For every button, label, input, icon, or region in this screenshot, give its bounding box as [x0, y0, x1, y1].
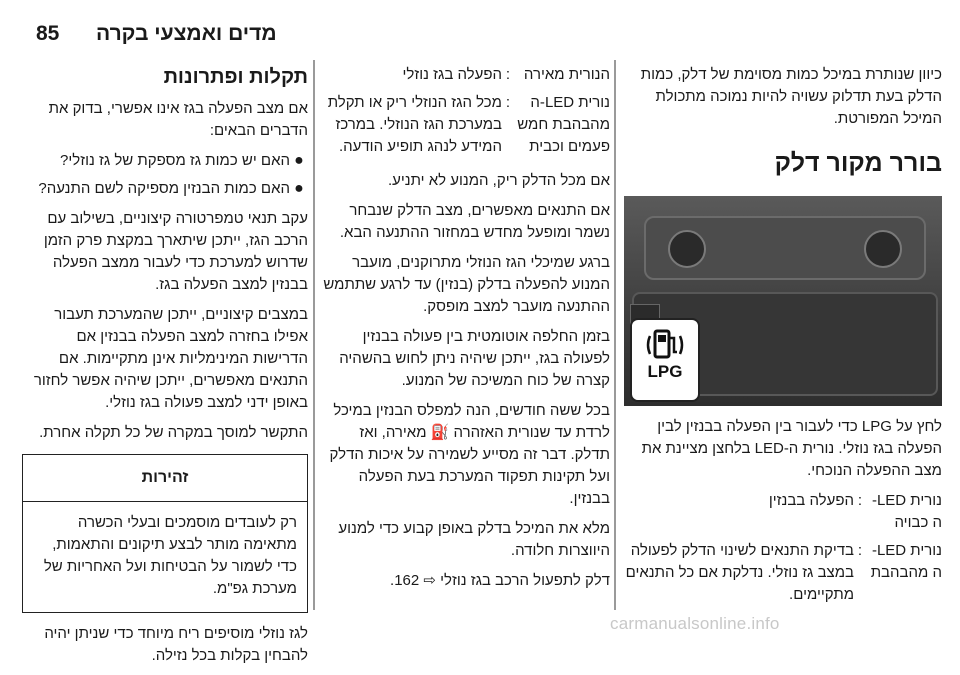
list-item-text: האם כמות הבנזין מספיקה לשם התנעה?: [38, 180, 290, 197]
definition-term: הנורית מאירה: [523, 66, 610, 83]
definition-row: [320, 64, 610, 86]
definition-term: נורית LED-ה כבויה: [871, 492, 942, 531]
paragraph: בזמן החלפה אוטומטית בין פעולה בבנזין לפעולה בגז, ייתכן שיהיה ניתן לחוש בהשהיה קצרה של כוח המשיכה של המנוע.: [339, 328, 610, 389]
definition-term: נורית LED-ה מהבהבת חמש פעמים וכבית: [517, 94, 610, 155]
column-divider-left: [313, 60, 315, 610]
list-item: [22, 150, 308, 172]
definition-colon: :: [857, 542, 863, 559]
paragraph: במצבים קיצוניים, ייתכן שהמערכת תעבור אפילו בחזרה למצב הפעלה בבנזין אם הדרישות המינימליות אינן מתקיימות. אם התנאים מאפשרים, ייתכן שיהיה אפשר לחזור באופן ידני למצב פעולה בגז נוזלי.: [33, 306, 308, 411]
climate-knob-left: [668, 230, 706, 268]
bullet-icon: ●: [294, 152, 304, 169]
list-item-text: האם יש כמות גז מספקת של גז נוזלי?: [60, 152, 290, 169]
fuel-selector-photo: [624, 196, 942, 406]
climate-knob-right: [864, 230, 902, 268]
column-divider-right: [614, 60, 616, 610]
definition-row: [320, 92, 610, 158]
page-number: 85: [36, 22, 60, 45]
fuel-pump-icon: [643, 328, 687, 362]
left-column: [22, 64, 308, 675]
definition-desc: בדיקת התנאים לשינוי הדלק לפעולה במצב גז נוזלי. נדלקת אם כל התנאים מתקיימים.: [625, 542, 854, 603]
paragraph: התקשר למוסך במקרה של כל תקלה אחרת.: [39, 424, 308, 441]
bullet-icon: ●: [294, 180, 304, 197]
paragraph: עקב תנאי טמפרטורה קיצוניים, בשילוב עם הרכב הגז, ייתכן שיתארך במקצת פרק הזמן שדרוש למערכת כדי לעבור ממצב הפעלה בבנזין למצב הפעלה בגז.: [43, 210, 308, 293]
lpg-button-callout: [630, 318, 700, 402]
section-title-fuel-selector: בורר מקור דלק: [774, 149, 942, 177]
definition-colon: :: [505, 66, 511, 83]
paragraph: אם מכל הדלק ריק, המנוע לא יתניע.: [387, 172, 610, 189]
section-title-troubleshooting: תקלות ופתרונות: [163, 66, 308, 88]
page-header: [0, 0, 960, 58]
list-item: [22, 178, 308, 200]
middle-column: [320, 64, 610, 600]
chapter-title: מדים ואמצעי בקרה: [96, 22, 277, 45]
definition-desc: הפעלה בגז נוזלי: [402, 66, 502, 83]
tank-capacity-note: כיוון שנותרת במיכל כמות מסוימת של דלק, כמות הדלק בעת תדלוק עשויה להיות נמוכה מתכולת המיכל המפורטת.: [640, 66, 942, 127]
definition-row: [622, 490, 942, 534]
right-column: [622, 64, 942, 612]
lpg-label: LPG: [647, 362, 683, 381]
definition-row: [622, 540, 942, 606]
cross-reference: דלק לתפעול הרכב בגז נוזלי ⇨ 162.: [390, 572, 610, 589]
closing-note: לגז נוזלי מוסיפים ריח מיוחד כדי שניתן יהיה להבחין בקלות בכל נזילה.: [44, 625, 308, 664]
caution-box: [22, 454, 308, 613]
fuel-selector-instructions: לחץ על LPG כדי לעבור בין הפעלה בבנזין לבין הפעלה בגז נוזלי. נורית ה-LED בלחצן מציינת את מצב ההפעלה הנוכחי.: [641, 418, 942, 479]
definition-term: נורית LED-ה מהבהבת: [870, 542, 942, 581]
paragraph: אם התנאים מאפשרים, מצב הדלק שנבחר נשמר ומופעל מחדש במחזור ההתנעה הבא.: [339, 202, 610, 241]
definition-colon: :: [857, 492, 863, 509]
paragraph: בכל ששה חודשים, הנה למפלס הבנזין במיכל לרדת עד שנורית האזהרה ⛽ מאירה, ואז תדלק. דבר זה מסייע לשמירה על איכות הדלק ועל תקינות תפקוד המערכת בעת הפעלה בבנזין.: [329, 402, 610, 507]
definition-desc: הפעלה בבנזין: [768, 492, 854, 509]
definition-colon: :: [505, 94, 511, 111]
paragraph: מלא את המיכל בדלק באופן קבוע כדי למנוע היווצרות חלודה.: [338, 520, 610, 559]
definition-desc: מכל הגז הנוזלי ריק או תקלת במערכת הגז הנוזלי. במרכז המידע לנהג תופיע הודעה.: [327, 94, 502, 155]
caution-title: זהירות: [23, 455, 307, 502]
troubleshooting-intro: אם מצב הפעלה בגז אינו אפשרי, בדוק את הדברים הבאים:: [48, 100, 308, 139]
caution-body: רק לעובדים מוסמכים ובעלי הכשרה מתאימה מותר לבצע תיקונים והתאמות, כדי לשמור על הבטיחות ועל האחריות של מערכת גפ"מ.: [43, 514, 297, 597]
watermark: carmanualsonline.info: [610, 614, 780, 633]
paragraph: ברגע שמיכלי הגז הנוזלי מתרוקנים, מועבר המנוע להפעלה בדלק (בנזין) עד לרגע שתתמש ההתנעה מועבר למצב מופסק.: [323, 254, 610, 315]
